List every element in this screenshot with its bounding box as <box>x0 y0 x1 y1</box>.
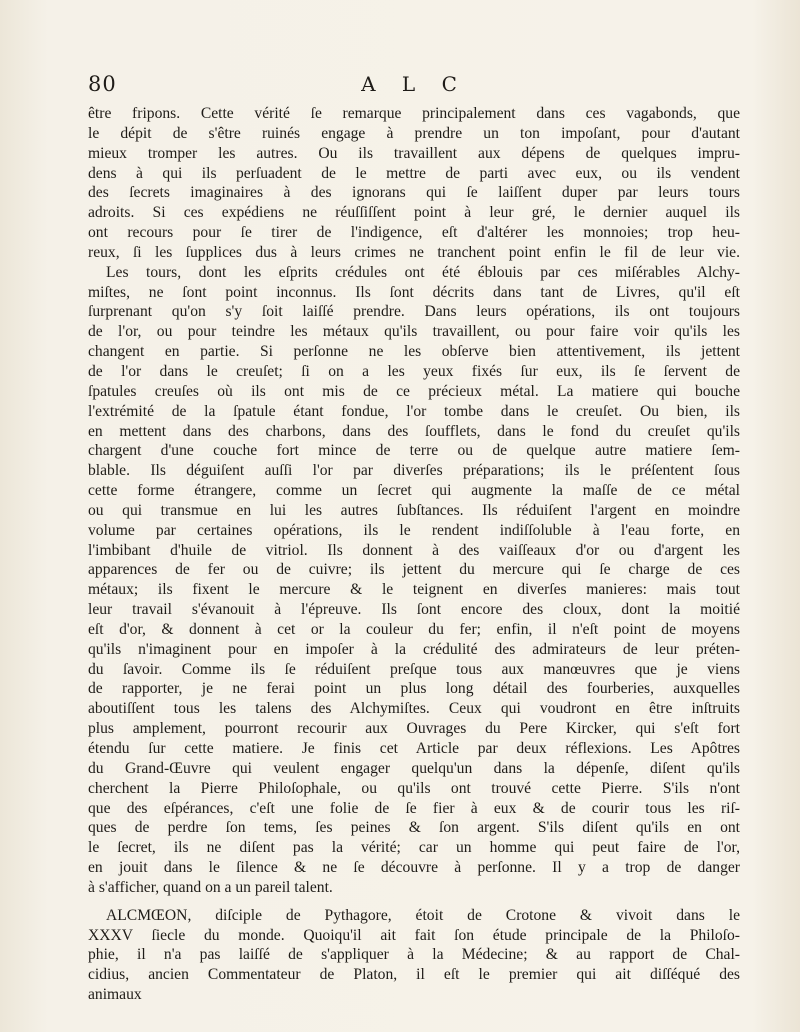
text-line: ques de perdre ſon tems, ſes peines & ſon argent. S'ils diſent qu'ils en ont <box>88 819 740 837</box>
text-line: de l'or dans le creuſet; ſi on a les yeux fixés ſur eux, ils ſe ſervent de <box>88 362 740 380</box>
text-line: que des eſpérances, c'eſt une folie de ſe fier à eux & de courir tous les riſ- <box>88 799 740 817</box>
text-line: l'extrémité de la ſpatule étant fondue, l'or tombe dans le creuſet. Ou bien, ils <box>88 402 740 420</box>
page-header <box>88 70 740 100</box>
text-line: qu'ils n'imaginent pour en impoſer à la crédulité des admirateurs de leur préten- <box>88 640 740 658</box>
text-line: reux, ſi les ſupplices dus à leurs crimes ne tranchent point enfin le fil de leur vie. <box>88 243 740 261</box>
text-line: du ſavoir. Comme ils ſe réduiſent preſque tous aux manœuvres que je viens <box>88 660 740 678</box>
text-line: du Grand-Œuvre qui veulent engager quelqu'un dans la dépenſe, diſent qu'ils <box>88 759 740 777</box>
text-line: apparences de fer ou de cuivre; ils jettent du mercure qui ſe charge de ces <box>88 561 740 579</box>
text-line: adroits. Si ces expédiens ne réuſſiſſent point à leur gré, le dernier auquel ils <box>88 204 740 222</box>
text-line: XXXV ſiecle du monde. Quoiqu'il ait fait ſon étude principale de la Philoſo- <box>88 926 740 944</box>
text-line: plus amplement, pourront recourir aux Ouvrages du Pere Kircker, qui s'eſt fort <box>88 720 740 738</box>
text-line: de l'or, ou pour teindre les métaux qu'ils travaillent, ou pour faire voir qu'ils les <box>88 323 740 341</box>
text-line: être fripons. Cette vérité ſe remarque principalement dans ces vagabonds, que <box>88 105 740 122</box>
paragraph-3 <box>88 906 740 1005</box>
text-line: le dépit de s'être ruinés engage à prendre un ton impoſant, pour d'autant <box>88 124 740 142</box>
text-line: ſurprenant qu'on s'y ſoit laiſſé prendre. Dans leurs opérations, ils ont toujours <box>88 303 740 321</box>
page-number: 80 <box>88 72 117 96</box>
text-line: en jouit dans le ſilence & ne ſe découvre à perſonne. Il y a trop de danger <box>88 859 740 877</box>
paragraph-2 <box>88 263 740 898</box>
text-line: de rapporter, je ne ferai point un plus long détail des fourberies, auxquelles <box>88 680 740 698</box>
catchword: animaux <box>88 986 142 1004</box>
text-line: le ſecret, ils ne diſent pas la vérité; car un homme qui peut faire de l'or, <box>88 839 740 857</box>
text-line: mieux tromper les autres. Ou ils travaillent aux dépens de quelques impru- <box>88 144 740 162</box>
text-line: miſtes, ne ſont point inconnus. Ils ſont décrits dans tant de Livres, qu'il eſt <box>88 283 740 301</box>
text-line: ou qui transmue en lui les autres ſubſtances. Ils réduiſent l'argent en moindre <box>88 501 740 519</box>
text-line: cidius, ancien Commentateur de Platon, il eſt le premier qui ait diſſéqué des <box>88 966 740 984</box>
text-line: volume par certaines opérations, ils le rendent indiſſoluble à l'eau forte, en <box>88 521 740 539</box>
text-line: à s'afficher, quand on a un pareil talent. <box>88 878 333 896</box>
text-line: eſt d'or, & donnent à cet or la couleur du fer; enfin, il n'eſt point de moyens <box>88 620 740 638</box>
text-line: l'imbibant d'huile de vitriol. Ils donnent à des vaiſſeaux d'or ou d'argent les <box>88 541 740 559</box>
text-line: cette forme étrangere, comme un ſecret qui augmente la maſſe de ce métal <box>88 482 740 500</box>
text-line: en mettent dans des charbons, dans des ſoufflets, dans le fond du creuſet qu'ils <box>88 422 740 440</box>
text-line: aboutiſſent tous les talens des Alchymiſtes. Ceux qui voudront en être inſtruits <box>88 700 740 718</box>
running-head: A L C <box>361 72 467 96</box>
text-line: métaux; ils fixent le mercure & le teignent en diverſes manieres: mais tout <box>88 581 740 599</box>
text-line: ont recours pour ſe tirer de l'indigence, eſt d'altérer les monnoies; trop heu- <box>88 224 740 242</box>
text-line: chargent d'une couche fort mince de terre ou de quelque autre matiere ſem- <box>88 442 740 460</box>
article-separator <box>88 898 740 906</box>
text-line: dens à qui ils perſuadent de le mettre de parti avec eux, ou ils vendent <box>88 164 740 182</box>
text-line: ſpatules creuſes où ils ont mis de ce précieux métal. La matiere qui bouche <box>88 382 740 400</box>
text-line: cherchent la Pierre Philoſophale, ou qu'ils ont trouvé cette Pierre. S'ils n'ont <box>88 779 740 797</box>
text-line: blable. Ils déguiſent auſſi l'or par diverſes préparations; ils le préſentent ſous <box>88 462 740 480</box>
text-line: des ſecrets imaginaires à des ignorans qui ſe laiſſent duper par leurs tours <box>88 184 740 202</box>
text-line: étendu ſur cette matiere. Je finis cet Article par deux réflexions. Les Apôtres <box>88 740 740 757</box>
paragraph-1 <box>88 104 740 263</box>
text-line: phie, il n'a pas laiſſé de s'appliquer à la Médecine; & au rapport de Chal- <box>88 946 740 964</box>
text-line: ALCMŒON, diſciple de Pythagore, étoit de Crotone & vivoit dans le <box>106 906 740 924</box>
text-line: changent en partie. Si perſonne ne les obſerve bien attentivement, ils jettent <box>88 343 740 361</box>
body-text <box>88 104 740 1005</box>
text-line: Les tours, dont les eſprits crédules ont été éblouis par ces miſérables Alchy- <box>106 263 740 281</box>
text-line: leur travail s'évanouit à l'épreuve. Ils ſont encore des cloux, dont la moitié <box>88 601 740 619</box>
